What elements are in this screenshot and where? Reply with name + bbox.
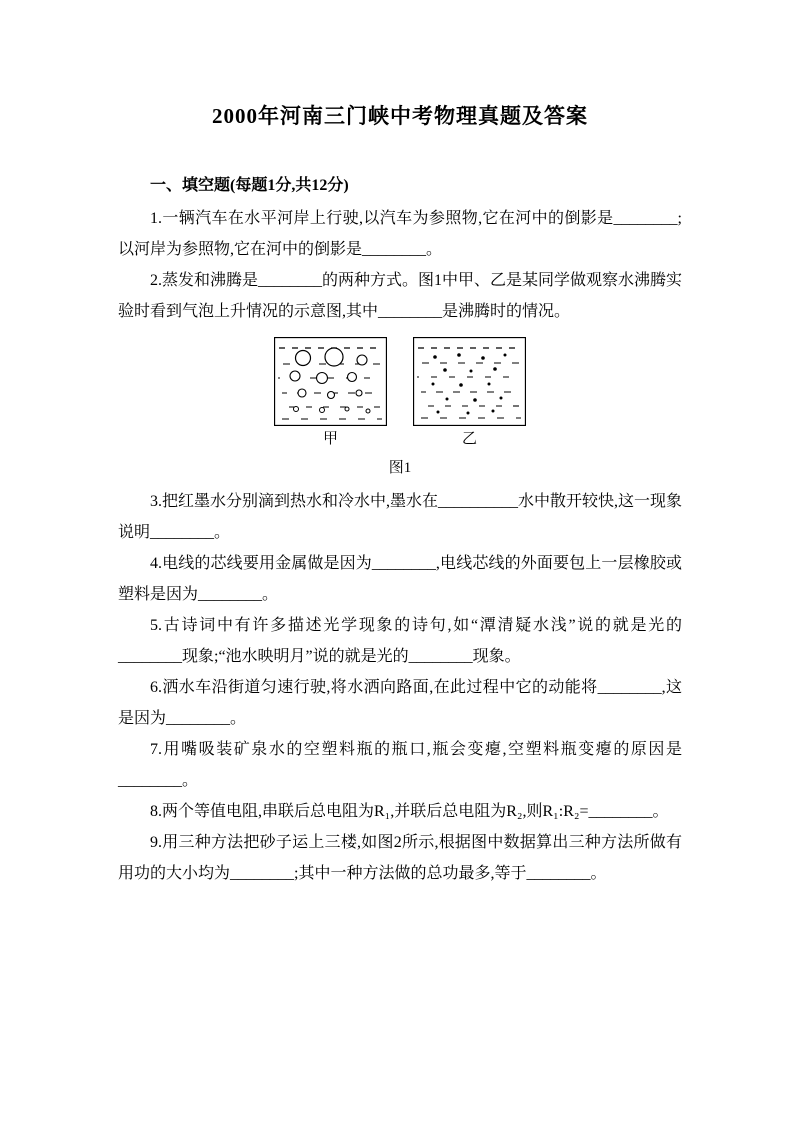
page-title: 2000年河南三门峡中考物理真题及答案 — [212, 104, 588, 128]
question-3: 3.把红墨水分别滴到热水和冷水中,墨水在__________水中散开较快,这一现象说明________。 — [118, 493, 683, 541]
question-6: 6.洒水车沿街道匀速行驶,将水洒向路面,在此过程中它的动能将________,这是因为________。 — [118, 679, 682, 727]
beaker-jia-diagram — [274, 337, 387, 426]
question-4: 4.电线的芯线要用金属做是因为________,电线芯线的外面要包上一层橡胶或塑料是因为________。 — [118, 555, 682, 603]
beaker-jia-label: 甲 — [322, 431, 338, 447]
question-2: 2.蒸发和沸腾是________的两种方式。图1中甲、乙是某同学做观察水沸腾实验时看到气泡上升情况的示意图,其中________是沸腾时的情况。 — [118, 272, 683, 320]
beaker-yi — [413, 337, 526, 450]
beaker-jia — [274, 337, 387, 450]
question-9: 9.用三种方法把砂子运上三楼,如图2所示,根据图中数据算出三种方法所做有用功的大小均为________;其中一种方法做的总功最多,等于________。 — [118, 834, 682, 882]
figure-1 — [118, 337, 682, 478]
question-7: 7.用嘴吸装矿泉水的空塑料瓶的瓶口,瓶会变瘪,空塑料瓶变瘪的原因是________。 — [118, 741, 682, 789]
question-8: 8.两个等值电阻,串联后总电阻为R₁,并联后总电阻为R₂,则R₁:R₂=________。 — [150, 803, 669, 820]
figure-caption: 图1 — [388, 460, 412, 476]
question-5: 5.古诗词中有许多描述光学现象的诗句,如“潭清疑水浅”说的就是光的________现象;“池水映明月”说的就是光的________现象。 — [118, 617, 682, 665]
beaker-yi-diagram — [413, 337, 526, 426]
beaker-yi-label: 乙 — [461, 431, 477, 447]
section-heading: 一、填空题(每题1分,共12分) — [150, 177, 349, 194]
question-1: 1.一辆汽车在水平河岸上行驶,以汽车为参照物,它在河中的倒影是________;以河岸为参照物,它在河中的倒影是________。 — [118, 210, 682, 258]
boiling-beakers — [118, 337, 682, 450]
